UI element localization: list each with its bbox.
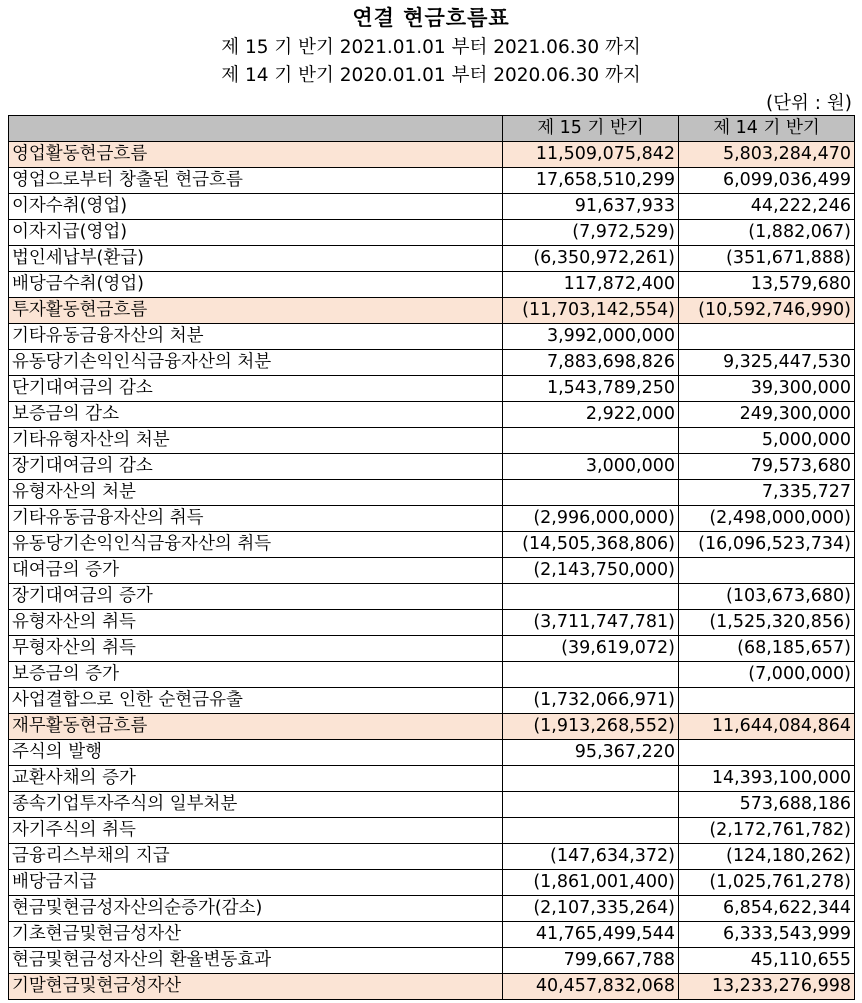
table-row: [9, 636, 855, 662]
prior-period-value: (7,000,000): [679, 662, 855, 688]
section-row: [9, 974, 855, 1000]
table-row: [9, 350, 855, 376]
current-period-value: 2,922,000: [503, 402, 679, 428]
current-period-value: (1,861,001,400): [503, 870, 679, 896]
current-period-value: 3,992,000,000: [503, 324, 679, 350]
table-row: [9, 454, 855, 480]
row-label: 장기대여금의 증가: [9, 584, 503, 610]
table-header-row: [9, 116, 855, 142]
current-period-value: (39,619,072): [503, 636, 679, 662]
current-period-value: [503, 766, 679, 792]
prior-period-value: [679, 740, 855, 766]
row-label: 사업결합으로 인한 순현금유출: [9, 688, 503, 714]
row-label: 기말현금및현금성자산: [9, 974, 503, 1000]
prior-period-value: 5,803,284,470: [679, 142, 855, 168]
prior-period-value: 79,573,680: [679, 454, 855, 480]
table-row: [9, 818, 855, 844]
row-label: 법인세납부(환급): [9, 246, 503, 272]
prior-period-value: (124,180,262): [679, 844, 855, 870]
row-label: 교환사채의 증가: [9, 766, 503, 792]
row-label: 무형자산의 취득: [9, 636, 503, 662]
row-label: 장기대여금의 감소: [9, 454, 503, 480]
prior-period-value: [679, 688, 855, 714]
prior-period-value: 45,110,655: [679, 948, 855, 974]
row-label: 유형자산의 처분: [9, 480, 503, 506]
header-current-period: 제 15 기 반기: [503, 116, 679, 142]
table-row: [9, 870, 855, 896]
current-period-value: 3,000,000: [503, 454, 679, 480]
prior-period-value: 44,222,246: [679, 194, 855, 220]
row-label: 유형자산의 취득: [9, 610, 503, 636]
row-label: 배당금수취(영업): [9, 272, 503, 298]
table-row: [9, 896, 855, 922]
table-row: [9, 844, 855, 870]
prior-period-value: 249,300,000: [679, 402, 855, 428]
period-prior: 제 14 기 반기 2020.01.01 부터 2020.06.30 까지: [221, 65, 641, 86]
row-label: 배당금지급: [9, 870, 503, 896]
prior-period-value: 14,393,100,000: [679, 766, 855, 792]
current-period-value: [503, 428, 679, 454]
current-period-value: 95,367,220: [503, 740, 679, 766]
row-label: 이자지급(영업): [9, 220, 503, 246]
current-period-value: [503, 792, 679, 818]
row-label: 보증금의 증가: [9, 662, 503, 688]
row-label: 단기대여금의 감소: [9, 376, 503, 402]
prior-period-value: (2,172,761,782): [679, 818, 855, 844]
row-label: 기타유형자산의 처분: [9, 428, 503, 454]
section-row: [9, 142, 855, 168]
header-prior-period: 제 14 기 반기: [679, 116, 855, 142]
row-label: 영업으로부터 창출된 현금흐름: [9, 168, 503, 194]
row-label: 투자활동현금흐름: [9, 298, 503, 324]
row-label: 이자수취(영업): [9, 194, 503, 220]
row-label: 종속기업투자주식의 일부처분: [9, 792, 503, 818]
current-period-value: [503, 818, 679, 844]
table-row: [9, 610, 855, 636]
prior-period-value: [679, 558, 855, 584]
row-label: 금융리스부채의 지급: [9, 844, 503, 870]
table-row: [9, 688, 855, 714]
current-period-value: (2,107,335,264): [503, 896, 679, 922]
row-label: 현금및현금성자산의 환율변동효과: [9, 948, 503, 974]
table-row: [9, 532, 855, 558]
row-label: 기타유동금융자산의 처분: [9, 324, 503, 350]
prior-period-value: (103,673,680): [679, 584, 855, 610]
row-label: 유동당기손익인식금융자산의 처분: [9, 350, 503, 376]
current-period-value: 1,543,789,250: [503, 376, 679, 402]
table-row: [9, 480, 855, 506]
prior-period-value: 13,579,680: [679, 272, 855, 298]
table-row: [9, 246, 855, 272]
current-period-value: 799,667,788: [503, 948, 679, 974]
prior-period-value: (1,525,320,856): [679, 610, 855, 636]
current-period-value: (2,143,750,000): [503, 558, 679, 584]
prior-period-value: 6,099,036,499: [679, 168, 855, 194]
current-period-value: [503, 584, 679, 610]
current-period-value: 17,658,510,299: [503, 168, 679, 194]
table-row: [9, 948, 855, 974]
table-row: [9, 506, 855, 532]
current-period-value: (1,913,268,552): [503, 714, 679, 740]
prior-period-value: (2,498,000,000): [679, 506, 855, 532]
table-row: [9, 922, 855, 948]
current-period-value: 11,509,075,842: [503, 142, 679, 168]
section-row: [9, 298, 855, 324]
period-current: 제 15 기 반기 2021.01.01 부터 2021.06.30 까지: [221, 37, 641, 58]
current-period-value: [503, 480, 679, 506]
row-label: 자기주식의 취득: [9, 818, 503, 844]
row-label: 주식의 발행: [9, 740, 503, 766]
prior-period-value: (16,096,523,734): [679, 532, 855, 558]
row-label: 기타유동금융자산의 취득: [9, 506, 503, 532]
row-label: 유동당기손익인식금융자산의 취득: [9, 532, 503, 558]
table-row: [9, 792, 855, 818]
prior-period-value: (1,882,067): [679, 220, 855, 246]
current-period-value: (14,505,368,806): [503, 532, 679, 558]
table-row: [9, 428, 855, 454]
row-label: 재무활동현금흐름: [9, 714, 503, 740]
cash-flow-table: [8, 115, 855, 1000]
table-row: [9, 740, 855, 766]
row-label: 기초현금및현금성자산: [9, 922, 503, 948]
table-row: [9, 662, 855, 688]
row-label: 현금및현금성자산의순증가(감소): [9, 896, 503, 922]
current-period-value: 41,765,499,544: [503, 922, 679, 948]
prior-period-value: (68,185,657): [679, 636, 855, 662]
prior-period-value: 6,854,622,344: [679, 896, 855, 922]
row-label: 대여금의 증가: [9, 558, 503, 584]
header-label-cell: [9, 116, 503, 142]
current-period-value: 7,883,698,826: [503, 350, 679, 376]
prior-period-value: [679, 324, 855, 350]
unit-label: (단위 : 원): [765, 93, 852, 114]
statement-title: 연결 현금흐름표: [352, 6, 510, 30]
current-period-value: (6,350,972,261): [503, 246, 679, 272]
prior-period-value: (1,025,761,278): [679, 870, 855, 896]
current-period-value: (2,996,000,000): [503, 506, 679, 532]
table-row: [9, 272, 855, 298]
section-row: [9, 714, 855, 740]
current-period-value: 40,457,832,068: [503, 974, 679, 1000]
row-label: 보증금의 감소: [9, 402, 503, 428]
prior-period-value: 6,333,543,999: [679, 922, 855, 948]
table-row: [9, 584, 855, 610]
prior-period-value: 9,325,447,530: [679, 350, 855, 376]
current-period-value: [503, 662, 679, 688]
table-row: [9, 168, 855, 194]
prior-period-value: 11,644,084,864: [679, 714, 855, 740]
current-period-value: (3,711,747,781): [503, 610, 679, 636]
current-period-value: (7,972,529): [503, 220, 679, 246]
prior-period-value: 5,000,000: [679, 428, 855, 454]
current-period-value: 117,872,400: [503, 272, 679, 298]
prior-period-value: (10,592,746,990): [679, 298, 855, 324]
prior-period-value: 7,335,727: [679, 480, 855, 506]
table-row: [9, 220, 855, 246]
row-label: 영업활동현금흐름: [9, 142, 503, 168]
current-period-value: (147,634,372): [503, 844, 679, 870]
table-row: [9, 324, 855, 350]
prior-period-value: 13,233,276,998: [679, 974, 855, 1000]
current-period-value: 91,637,933: [503, 194, 679, 220]
table-row: [9, 194, 855, 220]
prior-period-value: 39,300,000: [679, 376, 855, 402]
table-row: [9, 376, 855, 402]
table-row: [9, 402, 855, 428]
table-row: [9, 766, 855, 792]
prior-period-value: 573,688,186: [679, 792, 855, 818]
current-period-value: (11,703,142,554): [503, 298, 679, 324]
prior-period-value: (351,671,888): [679, 246, 855, 272]
table-row: [9, 558, 855, 584]
current-period-value: (1,732,066,971): [503, 688, 679, 714]
